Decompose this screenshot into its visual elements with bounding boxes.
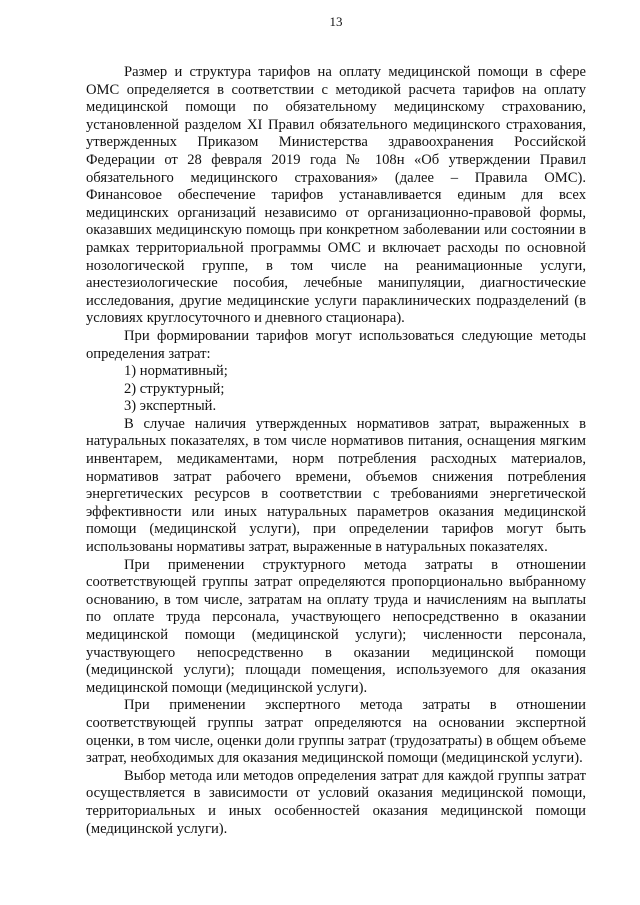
paragraph-structural-method: При применении структурного метода затраты в отношении соответствующей группы затрат определяются пропорционально выбранному основанию, в том числе, затратам на оплату труда и начислениям на выплаты по оплате труда персонала, участвующего непосредственно в оказании медицинской помощи (медицинской услуги); численности персонала, участвующего непосредственно в оказании медицинской помощи (медицинской услуги); площади помещения, используемого для оказания медицинской помощи (медицинской услуги).: [86, 556, 586, 696]
paragraph-expert-method: При применении экспертного метода затраты в отношении соответствующей группы затрат определяются на основании экспертной оценки, в том числе, оценки доли группы затрат (трудозатраты) в общем объеме затрат, необходимых для оказания медицинской помощи (медицинской услуги).: [86, 697, 586, 767]
paragraph-methods-intro: При формировании тарифов могут использоваться следующие методы определения затрат:: [86, 327, 586, 362]
paragraph-method-selection: Выбор метода или методов определения затрат для каждой группы затрат осуществляется в зависимости от условий оказания медицинской помощи, территориальных и иных особенностей оказания медицинской помощи (медицинской услуги).: [86, 767, 586, 837]
method-expert: 3) экспертный.: [124, 398, 217, 415]
paragraph-tariff-structure: Размер и структура тарифов на оплату медицинской помощи в сфере ОМС определяется в соответствии с методикой расчета тарифов на оплату медицинской помощи по обязательному медицинскому страхованию, установленной разделом XI Правил обязательного медицинского страхования, утвержденных Приказом Министерства здравоохранения Российской Федерации от 28 февраля 2019 года № 108н «Об утверждении Правил обязательного медицинского страхования» (далее – Правила ОМС). Финансовое обеспечение тарифов устанавливается единым для всех медицинских организаций независимо от организационно-правовой формы, оказавших медицинскую помощь при конкретном заболевании или состоянии в рамках территориальной программы ОМС и включает расходы по основной нозологической группе, в том числе на реанимационные услуги, анестезиологические пособия, лечебные манипуляции, диагностические исследования, другие медицинские услуги параклинических подразделений (в условиях круглосуточного и дневного стационара).: [86, 64, 586, 327]
paragraph-normative-method: В случае наличия утвержденных нормативов затрат, выраженных в натуральных показателях, в том числе нормативов питания, оснащения мягким инвентарем, медикаментами, норм потребления расходных материалов, нормативов затрат рабочего времени, объемов снижения потребления энергетических ресурсов в соответствии с требованиями энергетической эффективности или иных натуральных параметров оказания медицинской помощи (медицинской услуги), при определении тарифов могут быть использованы нормативы затрат, выраженные в натуральных показателях.: [86, 415, 586, 556]
page-number: 13: [329, 14, 343, 29]
method-structural: 2) структурный;: [124, 380, 225, 397]
method-normative: 1) нормативный;: [124, 363, 228, 380]
